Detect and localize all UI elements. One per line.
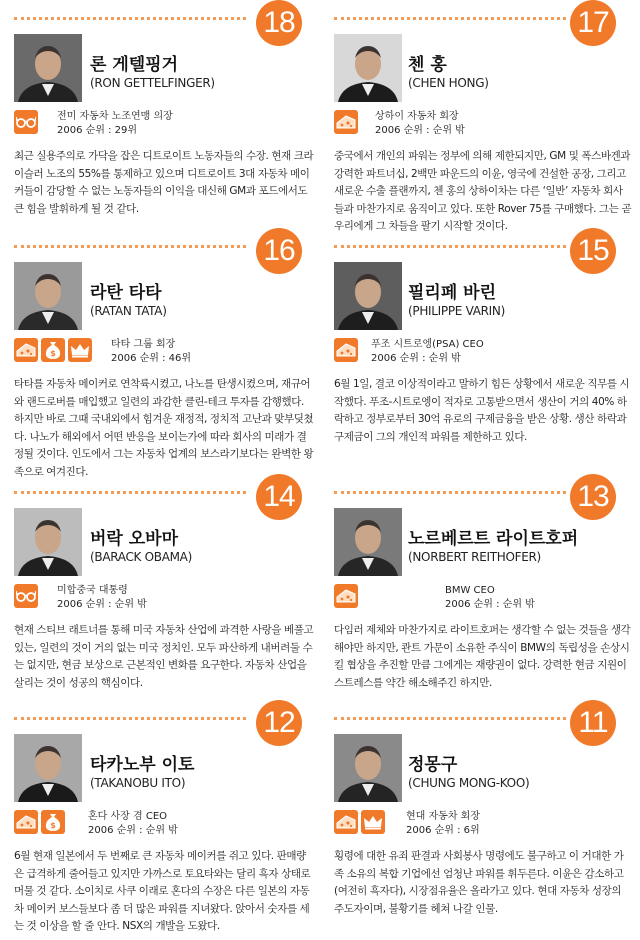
role-and-rank — [375, 110, 465, 138]
role-text: 상하이 자동차 회장 — [375, 111, 459, 122]
profile-description: 최근 실용주의로 가닥을 잡은 디트로이트 노동자들의 수장. 현재 크라이슬러 노조의 55%를 통제하고 있으며 디트로이트 3대 자동차 메이커들이 감당할 수 없는 노동자들의 이익을 대신해 GM과 포드에서도 큰 힘을 발휘하게 될 것 같다. — [14, 150, 314, 215]
profile-description: 현재 스티브 래트너를 통해 미국 자동차 산업에 과격한 사랑을 베풀고 있는, 일련의 것이 거의 없는 미국 정치인. 모두 파산하게 내버려둘 수는 없지만, 현금 보상으로 근본적인 변화를 요구한다. 자동차 산업을 살리는 것이 성공의 핵심이다. — [14, 624, 314, 689]
role-and-rank — [88, 810, 178, 838]
rank-2006-text: 2006 순위 : 순위 밖 — [57, 599, 147, 610]
role-and-rank — [111, 338, 191, 366]
dotted-divider — [14, 245, 246, 248]
profile-card-17 — [322, 0, 640, 232]
portrait-photo — [14, 262, 82, 330]
profile-card-11 — [322, 700, 640, 940]
power-icons — [334, 110, 358, 134]
name-korean: 버락 오바마 — [90, 529, 179, 549]
profile-description: 6월 1일, 결코 이상적이라고 말하기 힘든 상황에서 새로운 직무를 시작했다. 푸조-시트로엥이 적자로 고통받으면서 생산이 거의 40% 하락하고 정부로부터 30억 유로의 구제금융을 받은 상황. 생산 하락과 구제금이 그의 개인적 파워를 제한하고 있다. — [334, 378, 630, 443]
dotted-divider — [334, 491, 566, 494]
rank-2006-text: 2006 순위 : 순위 밖 — [375, 125, 465, 136]
rank-2006-text: 2006 순위 : 6위 — [406, 825, 480, 836]
dotted-divider — [14, 491, 246, 494]
rank-badge: 11 — [570, 700, 616, 746]
cheese-icon — [14, 810, 38, 834]
crown-icon — [361, 810, 385, 834]
role-text: 전미 자동차 노조연맹 의장 — [57, 111, 173, 122]
profile-description: 6월 현재 일본에서 두 번째로 큰 자동차 메이커를 쥐고 있다. 판매량은 급격하게 줄어들고 있지만 가까스로 토요타와는 달리 흑자 상태로 머물 것 같다. 소이치로 사쿠 이래로 혼다의 수장은 다른 일본의 자동차 메이커 보스들보다 좀 더 많은 파워를 지녀왔다. 앉아서 숫자를 세는 것 이상을 할 줄 안다. NSX의 개발을 도왔다. — [14, 850, 311, 932]
profile-card-12 — [0, 700, 320, 940]
profile-card-18 — [0, 0, 320, 228]
profile-description: 다임러 제체와 마찬가지로 라이트호퍼는 생각할 수 없는 것들을 생각해야만 하지만, 콴트 가문이 소유한 주식이 BMW의 독립성을 손상시킬 협상을 추진할 만큼 그에게는 재량권이 없다. 강력한 현금 지원이 스트레스를 약간 해소해주긴 하지만. — [334, 624, 631, 689]
power-icons — [14, 584, 38, 608]
role-text: BMW CEO — [445, 585, 495, 596]
rank-2006-text: 2006 순위 : 46위 — [111, 353, 192, 364]
dotted-divider — [14, 17, 246, 20]
profile-description: 중국에서 개인의 파워는 정부에 의해 제한되지만, GM 및 폭스바겐과 강력한 파트너십, 2백만 파운드의 이윤, 영국에 건설한 공장, 그리고 새로운 수출 플랜까지, 첸 홍의 상하이차는 다른 ‘일반’ 자동차 회사들과 마찬가지로 움직이고 있다. 또한 Rover 75를 구매했다. 그는 곧 우리에게 그 차들을 팔기 시작할 것이다. — [334, 150, 632, 232]
portrait-photo — [14, 508, 82, 576]
portrait-photo — [334, 262, 402, 330]
role-text: 현대 자동차 회장 — [406, 811, 480, 822]
crown-icon — [68, 338, 92, 362]
role-text: 타타 그룹 회장 — [111, 339, 176, 350]
money-bag-icon — [41, 810, 65, 834]
power-icons — [14, 338, 92, 362]
name-english: (CHEN HONG) — [408, 76, 489, 90]
role-and-rank — [445, 584, 535, 612]
rank-badge: 18 — [256, 0, 302, 46]
name-english: (CHUNG MONG-KOO) — [408, 776, 530, 790]
portrait-photo — [14, 34, 82, 102]
role-text: 혼다 사장 겸 CEO — [88, 811, 168, 822]
cheese-icon — [14, 338, 38, 362]
dotted-divider — [334, 245, 566, 248]
name-english: (PHILIPPE VARIN) — [408, 304, 505, 318]
role-and-rank — [57, 584, 147, 612]
glasses-icon — [14, 110, 38, 134]
role-and-rank — [57, 110, 173, 138]
cheese-icon — [334, 110, 358, 134]
rank-2006-text: 2006 순위 : 순위 밖 — [88, 825, 178, 836]
role-and-rank — [406, 810, 480, 838]
profile-card-13 — [322, 474, 640, 700]
profile-description: 횡령에 대한 유죄 판결과 사회봉사 명령에도 불구하고 이 거대한 가족 소유의 복합 기업에선 엄청난 파워를 휘두른다. 이윤은 감소하고(여전히 흑자다), 시장점유율은 올라가고 있다. 현대 자동차 성장의 주도자이며, 불황기를 헤쳐 나갈 인물. — [334, 850, 624, 915]
rank-badge: 13 — [570, 474, 616, 520]
portrait-photo — [334, 508, 402, 576]
name-english: (RATAN TATA) — [90, 304, 167, 318]
power-icons — [334, 810, 385, 834]
role-and-rank — [371, 338, 484, 366]
cheese-icon — [334, 810, 358, 834]
rank-badge: 14 — [256, 474, 302, 520]
rank-2006-text: 2006 순위 : 순위 밖 — [371, 353, 461, 364]
rank-badge: 15 — [570, 228, 616, 274]
name-english: (NORBERT REITHOFER) — [408, 550, 541, 564]
name-korean: 필리페 바린 — [408, 283, 497, 303]
name-korean: 타카노부 이토 — [90, 755, 195, 775]
name-korean: 론 게텔핑거 — [90, 55, 179, 75]
rank-badge: 12 — [256, 700, 302, 746]
power-icons — [14, 810, 65, 834]
name-korean: 노르베르트 라이트호퍼 — [408, 529, 579, 549]
name-korean: 첸 홍 — [408, 55, 447, 75]
name-english: (BARACK OBAMA) — [90, 550, 192, 564]
name-korean: 정몽구 — [408, 755, 458, 775]
power-icons — [334, 584, 358, 608]
svg-text:$: $ — [50, 821, 56, 830]
rank-2006-text: 2006 순위 : 순위 밖 — [445, 599, 535, 610]
cheese-icon — [334, 584, 358, 608]
portrait-photo — [334, 34, 402, 102]
role-text: 미합중국 대통령 — [57, 585, 128, 596]
portrait-photo — [14, 734, 82, 802]
name-english: (RON GETTELFINGER) — [90, 76, 215, 90]
rank-2006-text: 2006 순위 : 29위 — [57, 125, 138, 136]
profile-card-16 — [0, 228, 320, 478]
rank-badge: 17 — [570, 0, 616, 46]
portrait-photo — [334, 734, 402, 802]
dotted-divider — [334, 17, 566, 20]
profile-card-14 — [0, 474, 320, 700]
svg-text:$: $ — [50, 349, 56, 358]
profile-card-15 — [322, 228, 640, 474]
profile-description: 타타를 자동차 메이커로 연착륙시켰고, 나노를 탄생시켰으며, 재규어와 랜드로버를 매입했고 일련의 과감한 클린-테크 투자를 감행했다. 하지만 바로 그때 국내외에서 힘겨운 재정적, 정치적 고난과 맞부딪쳤다. 나노가 해외에서 어떤 반응을 보이는가에 따라 회사의 미래가 결정될 것이다. 인도에서 그는 자동차 업계의 보스라기보다는 완벽한 왕족으로 여겨진다. — [14, 378, 314, 478]
name-korean: 라탄 타타 — [90, 283, 162, 303]
name-english: (TAKANOBU ITO) — [90, 776, 186, 790]
rank-badge: 16 — [256, 228, 302, 274]
power-icons — [334, 338, 358, 362]
dotted-divider — [14, 717, 246, 720]
money-bag-icon — [41, 338, 65, 362]
role-text: 푸조 시트로엥(PSA) CEO — [371, 339, 484, 350]
cheese-icon — [334, 338, 358, 362]
glasses-icon — [14, 584, 38, 608]
dotted-divider — [334, 717, 566, 720]
power-icons — [14, 110, 38, 134]
